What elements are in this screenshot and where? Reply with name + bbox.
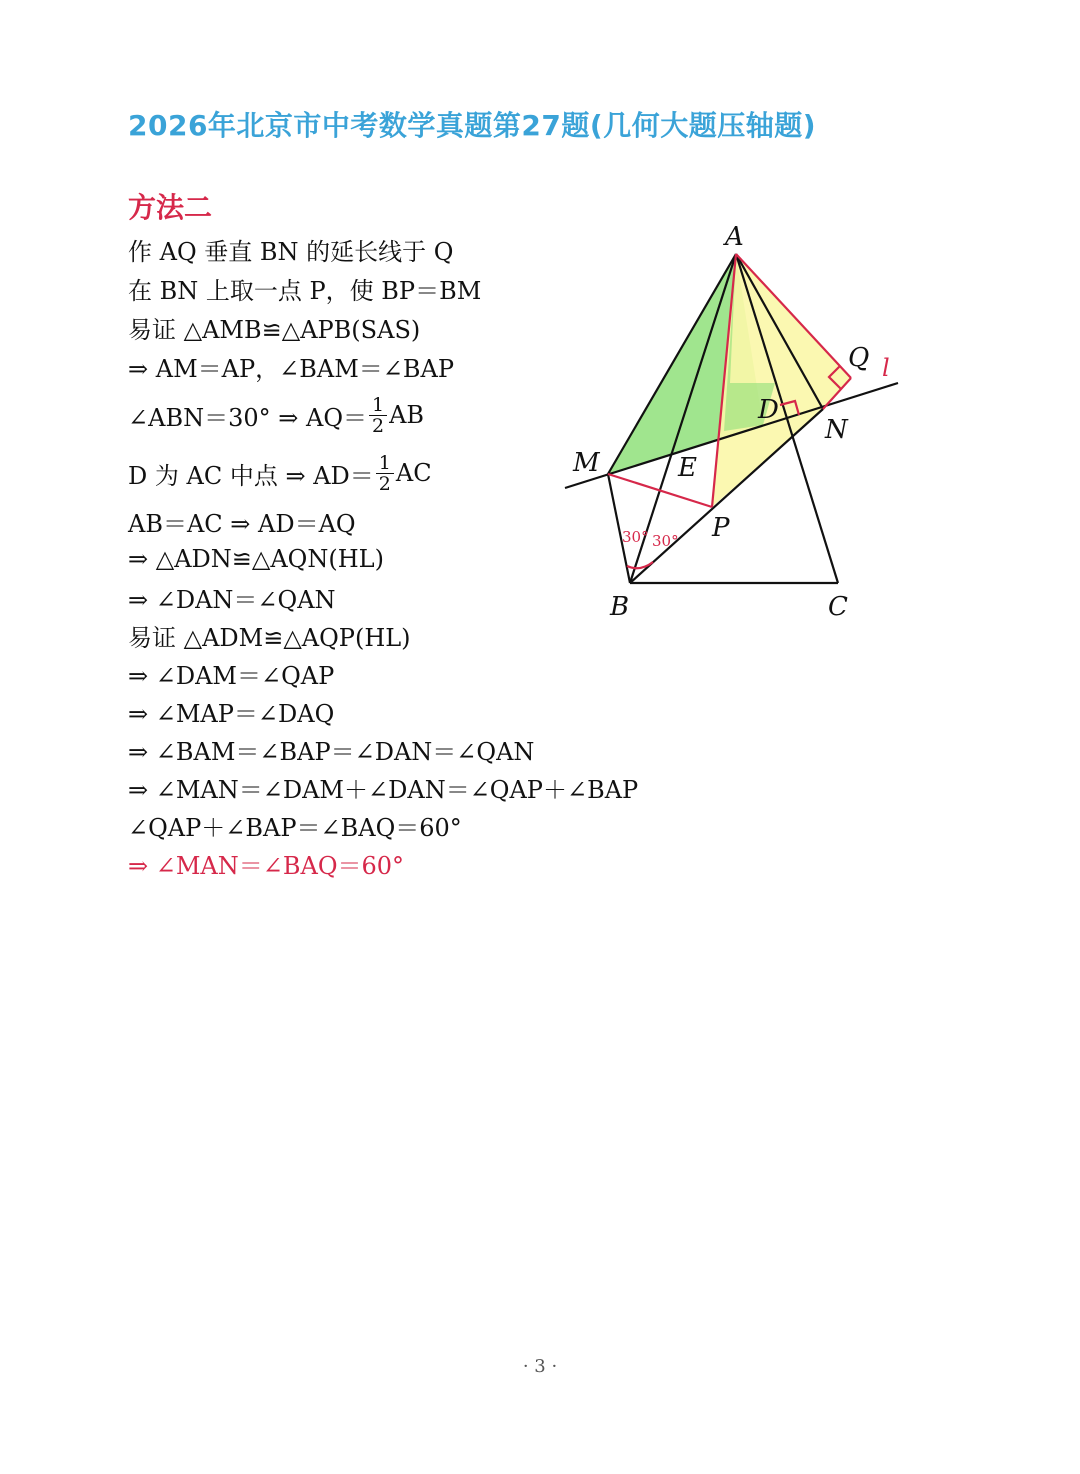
proof-conclusion [128,844,688,882]
label-e: E [678,453,697,483]
proof-line-text: ⇒ AM＝AP，∠BAM＝∠BAP [128,355,455,383]
proof-line-text: ⇒ ∠DAN＝∠QAN [128,585,336,614]
proof-line-text: ⇒ ∠MAN＝∠BAQ＝60° [128,851,405,880]
label-b: B [610,592,630,622]
proof-line-text: ⇒ △ADN≌△AQN(HL) [128,545,384,573]
proof-line-text: 易证 △ADM≌△AQP(HL) [128,623,411,652]
label-line-l: l [882,354,890,382]
proof-line-text: ⇒ ∠MAN＝∠DAM＋∠DAN＝∠QAP＋∠BAP [128,775,639,804]
angle-label-left: 30° [622,528,649,546]
angle-label-right: 30° [652,532,679,550]
proof-line-text: 在 BN 上取一点 P，使 BP＝BM [128,277,482,305]
label-d: D [758,395,779,425]
proof-line-text: AC [395,459,432,487]
label-m: M [573,448,600,478]
label-a: A [725,222,744,252]
proof-line-text: ∠ABN＝30° ⇒ AQ＝ [128,403,367,432]
label-c: C [828,592,848,622]
proof-line-text: AB＝AC ⇒ AD＝AQ [128,509,356,538]
geometry-figure [560,222,910,622]
proof-line [128,768,688,806]
page-number: · 3 · [522,1356,558,1377]
proof-line-text: AB [389,401,425,429]
fraction [369,395,387,436]
proof-line-text: 作 AQ 垂直 BN 的延长线于 Q [128,238,454,266]
proof-line-text: ⇒ ∠BAM＝∠BAP＝∠DAN＝∠QAN [128,737,535,766]
fraction-numerator: 1 [376,453,394,474]
label-p: P [712,513,730,543]
page-title: 2026年北京市中考数学真题第27题(几何大题压轴题) [128,109,816,142]
proof-line [128,654,688,692]
proof-line [128,692,688,730]
proof-line-text: ⇒ ∠MAP＝∠DAQ [128,699,335,728]
proof-line [128,730,688,768]
angle-arc [627,562,653,568]
proof-line [128,806,688,844]
fraction [376,453,394,494]
label-q: Q [848,343,870,373]
proof-line-text: D 为 AC 中点 ⇒ AD＝ [128,461,374,490]
fraction-numerator: 1 [369,395,387,416]
proof-line-text: ⇒ ∠DAM＝∠QAP [128,661,335,690]
fraction-denominator: 2 [372,414,385,437]
section-heading: 方法二 [128,191,213,224]
proof-line-text: ∠QAP＋∠BAP＝∠BAQ＝60° [128,813,462,842]
label-n: N [825,415,848,445]
fraction-denominator: 2 [378,472,391,495]
proof-line-text: 易证 △AMB≌△APB(SAS) [128,316,421,344]
